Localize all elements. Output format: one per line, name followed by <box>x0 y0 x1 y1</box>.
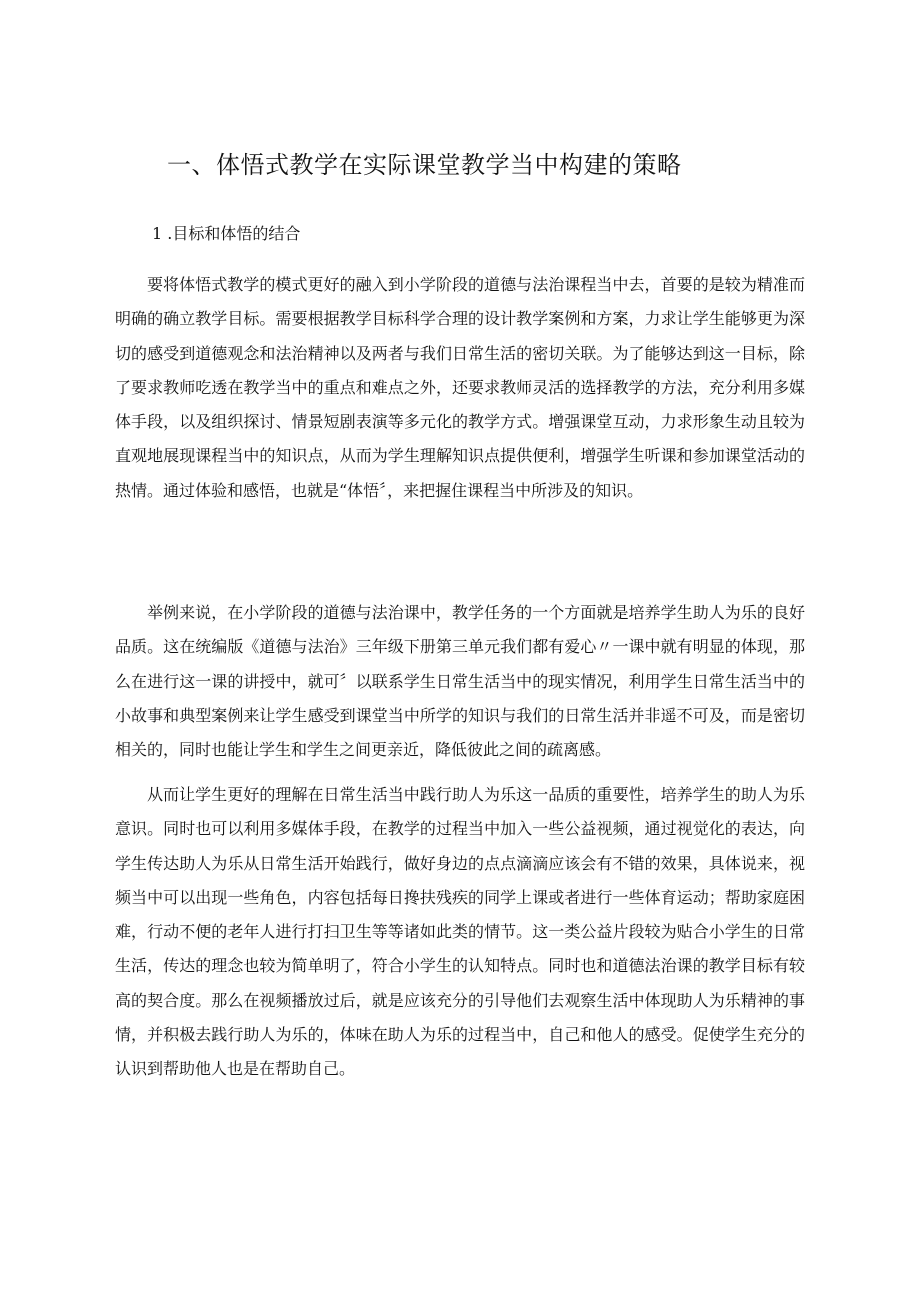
body-paragraph-2: 举例来说，在小学阶段的道德与法治课中，教学任务的一个方面就是培养学生助人为乐的良好品质。这在统编版《道德与法治》三年级下册第三单元我们都有爱心〃一课中就有明显的体现，那么在进行这一课的讲授中，就可〞以联系学生日常生活当中的现实情况，利用学生日常生活当中的小故事和典型案例来让学生感受到课堂当中所学的知识与我们的日常生活并非遥不可及，而是密切相关的，同时也能让学生和学生之间更亲近，降低彼此之间的疏离感。 <box>115 603 805 760</box>
section-heading: 1 .目标和体悟的结合 <box>152 224 301 243</box>
body-paragraph-3: 从而让学生更好的理解在日常生活当中践行助人为乐这一品质的重要性，培养学生的助人为乐意识。同时也可以利用多媒体手段，在教学的过程当中加入一些公益视频，通过视觉化的表达，向学生传达助人为乐从日常生活开始践行，做好身边的点点滴滴应该会有不错的效果，具体说来，视频当中可以出现一些角色，内容包括每日搀扶残疾的同学上课或者进行一些体育运动；帮助家庭困难，行动不便的老年人进行打扫卫生等等诸如此类的情节。这一类公益片段较为贴合小学生的日常生活，传达的理念也较为简单明了，符合小学生的认知特点。同时也和道德法治课的教学目标有较高的契合度。那么在视频播放过后，就是应该充分的引导他们去观察生活中体现助人为乐精神的事情，并积极去践行助人为乐的，体味在助人为乐的过程当中，自己和他人的感受。促使学生充分的认识到帮助他人也是在帮助自己。 <box>115 785 805 1079</box>
body-paragraph-1: 要将体悟式教学的模式更好的融入到小学阶段的道德与法治课程当中去，首要的是较为精准而明确的确立教学目标。需要根据教学目标科学合理的设计教学案例和方案，力求让学生能够更为深切的感受到道德观念和法治精神以及两者与我们日常生活的密切关联。为了能够达到这一目标，除了要求教师吃透在教学当中的重点和难点之外，还要求教师灵活的选择教学的方法，充分利用多媒体手段，以及组织探讨、情景短剧表演等多元化的教学方式。增强课堂互动，力求形象生动且较为直观地展现课程当中的知识点，从而为学生理解知识点提供便利，增强学生听课和参加课堂活动的热情。通过体验和感悟，也就是“体悟〞，来把握住课程当中所涉及的知识。 <box>115 275 805 500</box>
document-title: 一、体悟式教学在实际课堂教学当中构建的策略 <box>167 151 682 179</box>
